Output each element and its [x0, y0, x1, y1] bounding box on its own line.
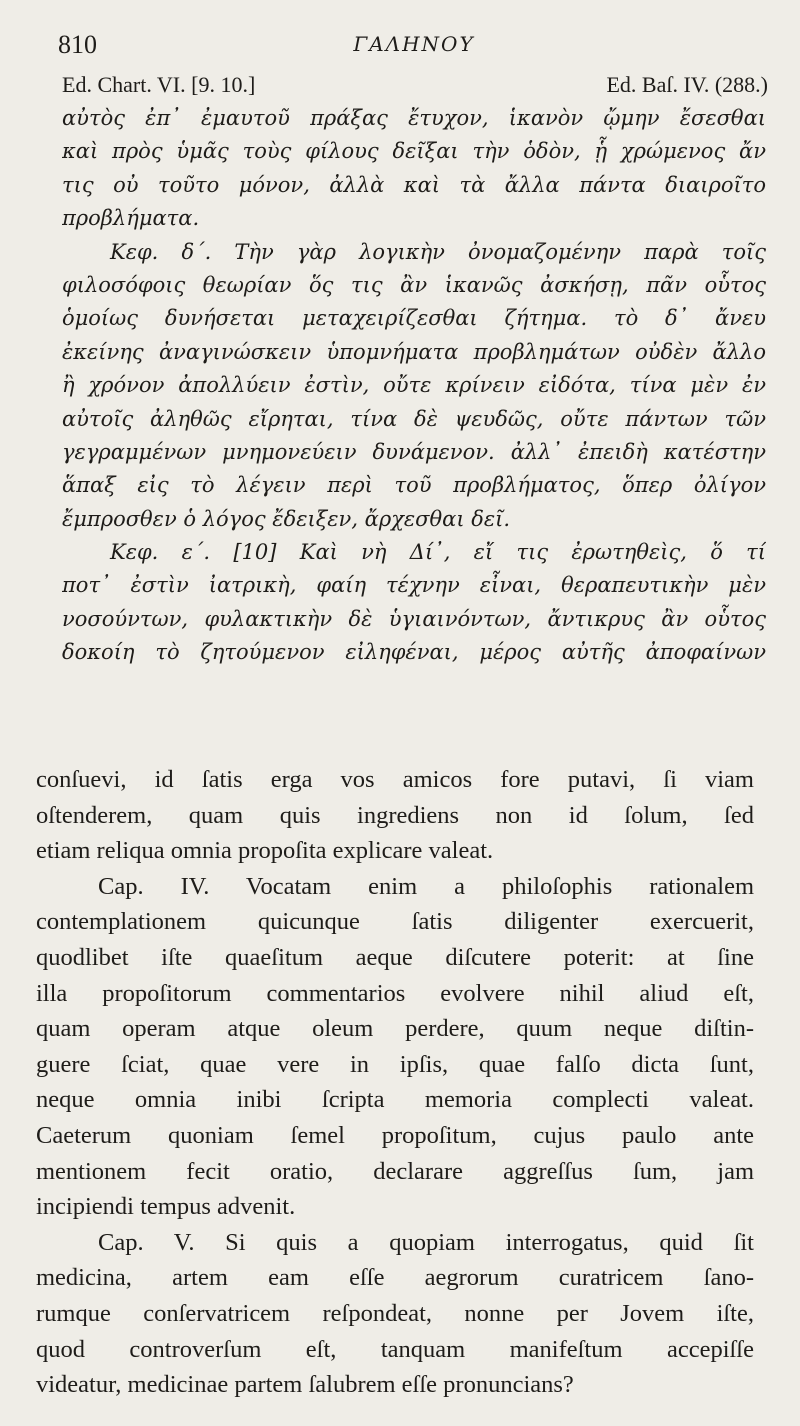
latin-text-line: medicina, artem eam eſſe aegrorum curatricem ſano-: [36, 1264, 754, 1292]
latin-text-line: videatur, medicinae partem ſalubrem eſſe pronuncians?: [36, 1371, 574, 1399]
greek-text-line: Κεφ. δ΄. Τὴν γὰρ λογικὴν ὀνομαζομένην παρὰ τοῖς: [110, 239, 766, 264]
greek-text-line: ἐκείνης ἀναγινώσκειν ὑπομνήματα προβλημάτων οὐδὲν ἄλλο: [62, 339, 766, 364]
latin-text-line: Cap. V. Si quis a quopiam interrogatus, quid ſit: [98, 1228, 754, 1256]
latin-text-line: etiam reliqua omnia propoſita explicare valeat.: [36, 837, 494, 865]
greek-text-line: ποτ᾽ ἐστὶν ἰατρικὴ, φαίη τέχνην εἶναι, θεραπευτικὴν μὲν: [62, 573, 766, 598]
latin-text-line: rumque conſervatricem reſpondeat, nonne per Jovem iſte,: [36, 1299, 754, 1327]
latin-text-line: conſuevi, id ſatis erga vos amicos fore putavi, ſi viam: [36, 766, 754, 793]
greek-text-line: τις οὐ τοῦτο μόνον, ἀλλὰ καὶ τὰ ἄλλα πάντα διαιροῖτο: [62, 172, 766, 197]
latin-text-line: incipiendi tempus advenit.: [36, 1193, 296, 1221]
edition-chartier: Ed. Chart. VI. [9. 10.]: [62, 72, 256, 97]
edition-line: [62, 72, 768, 102]
latin-text-line: quodlibet iſte quaeſitum aeque diſcutere poterit: at ſine: [36, 943, 754, 971]
greek-text-line: ἅπαξ εἰς τὸ λέγειν περὶ τοῦ προβλήματος, ὅπερ ὀλίγον: [62, 473, 766, 498]
greek-text-block: [62, 102, 766, 670]
latin-text-block: [36, 762, 754, 1403]
greek-text-line: δοκοίη τὸ ζητούμενον εἰληφέναι, μέρος αὐτῆς ἀποφαίνων: [62, 640, 766, 665]
greek-text-line: ἔμπροσθεν ὁ λόγος ἔδειξεν, ἄρχεσθαι δεῖ.: [62, 506, 511, 531]
greek-text-line: φιλοσόφοις θεωρίαν ὅς τις ἂν ἱκανῶς ἀσκήσῃ, πᾶν οὗτος: [62, 272, 766, 297]
latin-text-line: quam operam atque oleum perdere, quum neque diſtin-: [36, 1015, 754, 1043]
latin-text-line: illa propoſitorum commentarios evolvere nihil aliud eſt,: [36, 979, 754, 1007]
greek-text-line: προβλήματα.: [62, 206, 200, 231]
greek-text-line: ἢ χρόνον ἀπολλύειν ἐστὶν, οὔτε κρίνειν εἰδότα, τίνα μὲν ἐν: [62, 373, 766, 398]
latin-text-line: guere ſciat, quae vere in ipſis, quae falſo dicta ſunt,: [36, 1050, 754, 1078]
latin-text-line: Caeterum quoniam ſemel propoſitum, cujus paulo ante: [36, 1121, 754, 1149]
greek-text-line: νοσούντων, φυλακτικὴν δὲ ὑγιαινόντων, ἄντικρυς ἂν οὗτος: [62, 606, 766, 631]
greek-text-line: αὐτὸς ἐπ᾽ ἐμαυτοῦ πράξας ἔτυχον, ἱκανὸν ᾤμην ἔσεσθαι: [62, 106, 766, 130]
latin-text-line: contemplationem quicunque ſatis diligenter exercuerit,: [36, 908, 754, 936]
greek-text-line: αὐτοῖς ἀληθῶς εἴρηται, τίνα δὲ ψευδῶς, οὔτε πάντων τῶν: [62, 406, 766, 431]
running-head: [58, 30, 770, 64]
latin-text-line: mentionem fecit oratio, declarare aggreſſus ſum, jam: [36, 1157, 754, 1185]
greek-text-line: γεγραμμένων μνημονεύειν δυνάμενον. ἀλλ᾽ ἐπειδὴ κατέστην: [62, 439, 766, 464]
greek-text-line: καὶ πρὸς ὑμᾶς τοὺς φίλους δεῖξαι τὴν ὁδὸν, ᾗ χρώμενος ἄν: [62, 139, 766, 164]
running-title: ΓΑΛΗΝΟΥ: [353, 32, 475, 56]
latin-text-line: quod controverſum eſt, tanquam manifeſtum accepiſſe: [36, 1335, 754, 1363]
latin-text-line: oſtenderem, quam quis ingrediens non id ſolum, ſed: [36, 801, 754, 829]
greek-text-line: Κεφ. ε΄. [10] Καὶ νὴ Δί᾽, εἴ τις ἐρωτηθεὶς, ὅ τί: [110, 540, 766, 565]
edition-basel: Ed. Baſ. IV. (288.): [606, 72, 768, 97]
greek-text-line: ὁμοίως δυνήσεται μεταχειρίζεσθαι ζήτημα. τὸ δ᾽ ἄνευ: [62, 306, 766, 331]
page-number: 810: [58, 30, 97, 59]
latin-text-line: neque omnia inibi ſcripta memoria complecti valeat.: [36, 1086, 754, 1114]
latin-text-line: Cap. IV. Vocatam enim a philoſophis rationalem: [98, 872, 754, 900]
